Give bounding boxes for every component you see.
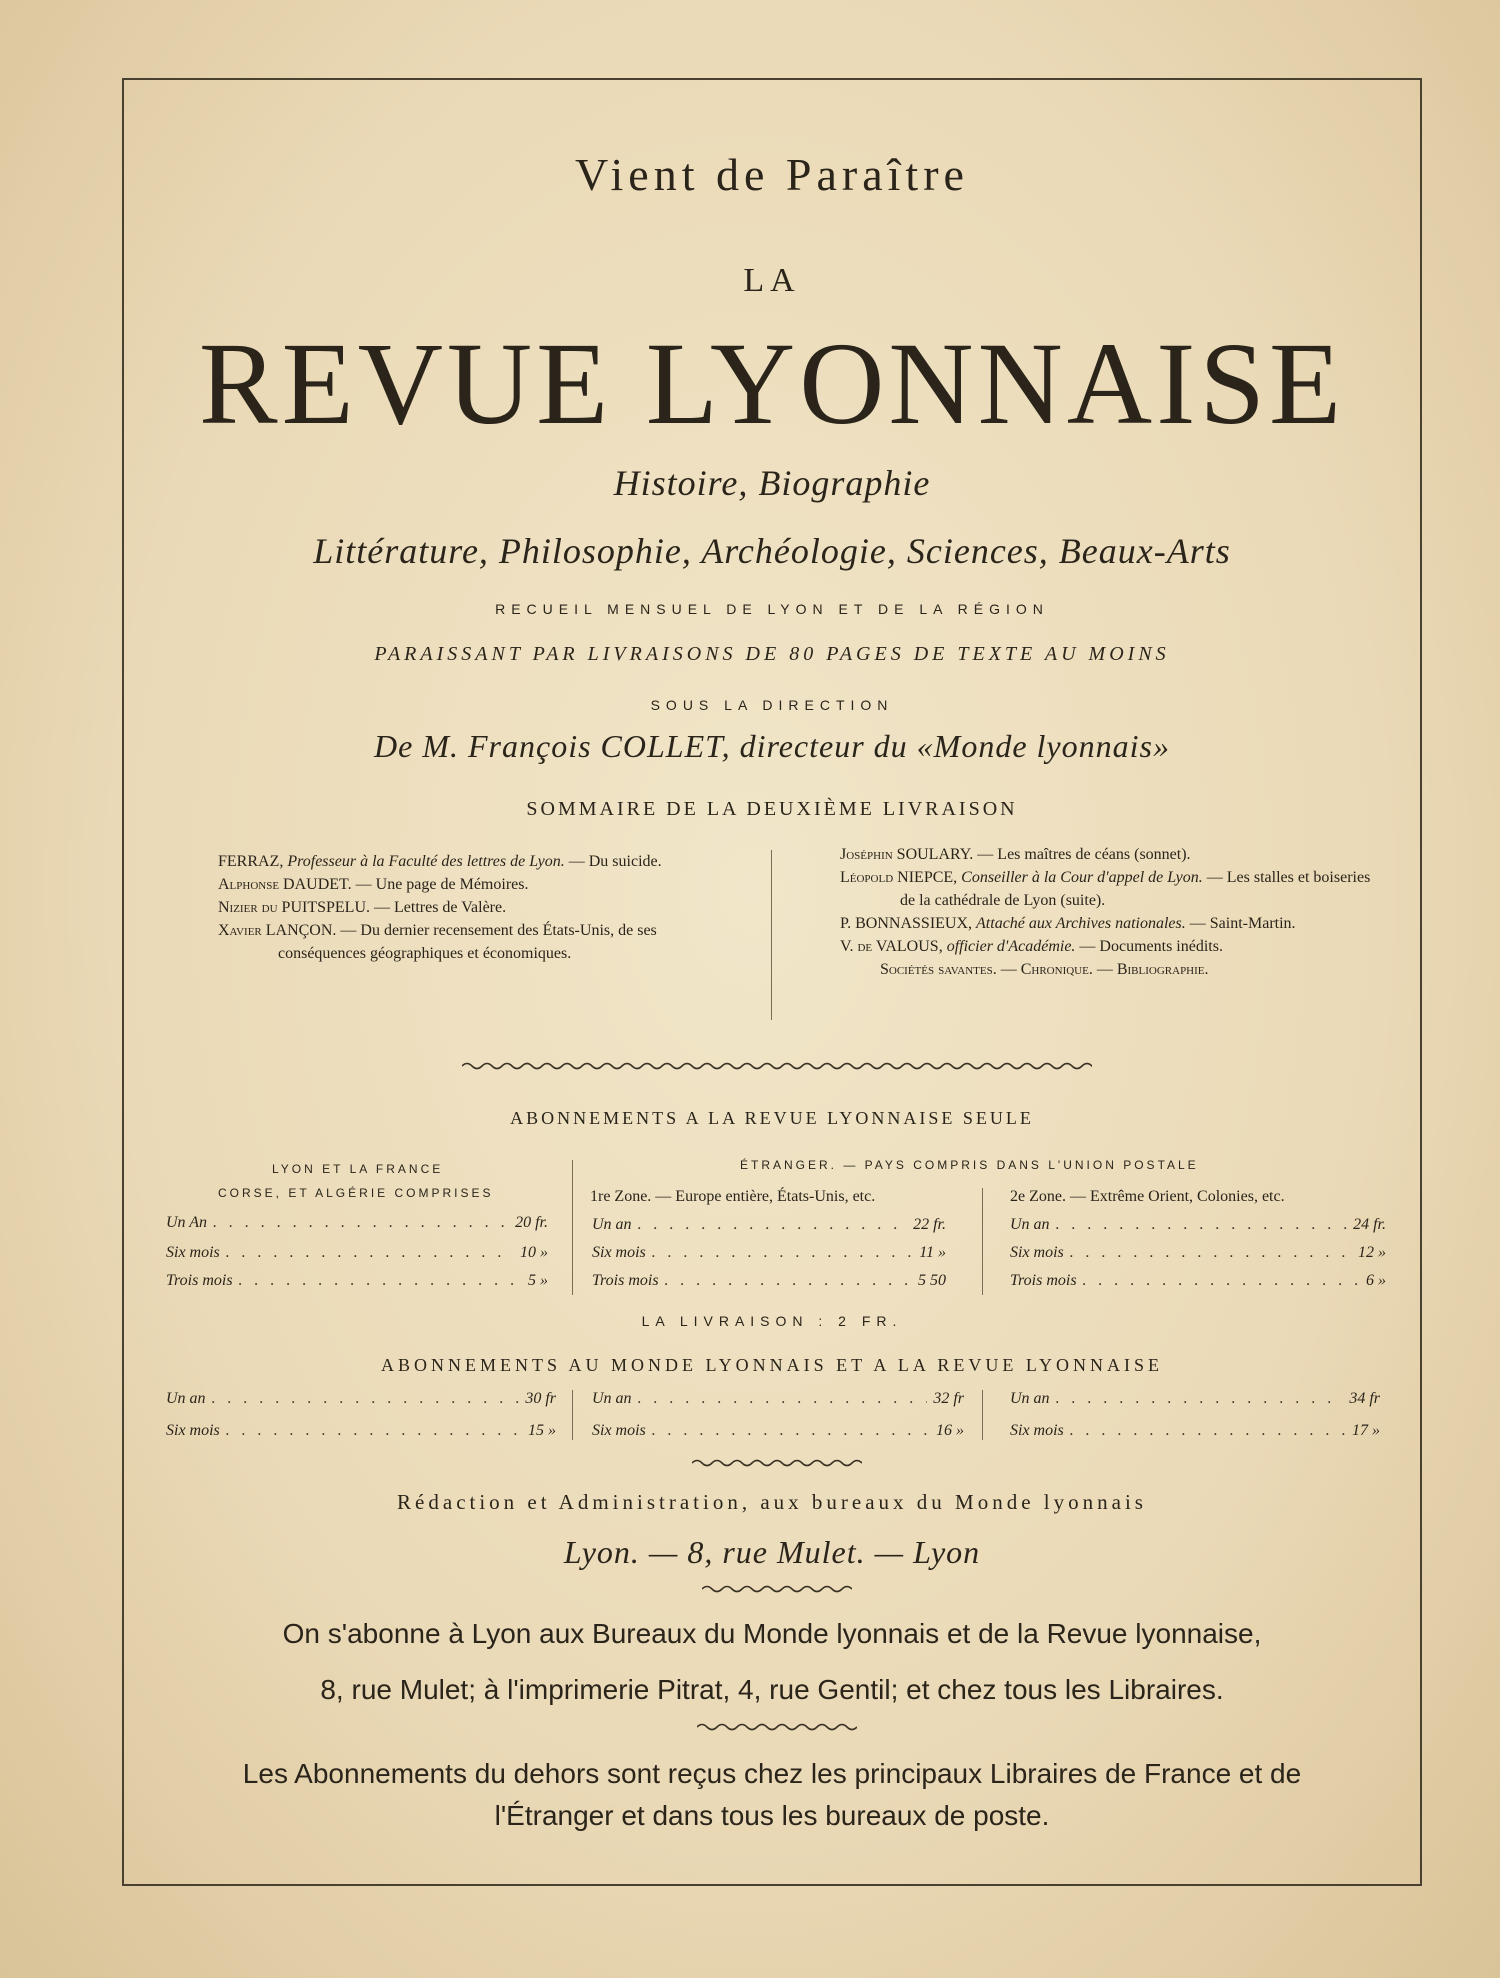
row-value: 10 » [520, 1244, 548, 1261]
sommaire-entry [218, 919, 718, 965]
france-header-1: LYON ET LA FRANCE [272, 1162, 444, 1176]
row-value: 5 50 [918, 1272, 946, 1289]
address-line: Lyon. — 8, rue Mulet. — Lyon [563, 1534, 981, 1570]
entry-text: — Documents inédits. [1079, 938, 1223, 955]
wavy-rule [692, 1458, 862, 1468]
row-label: Un An [166, 1214, 208, 1231]
abonnements-combined-title: ABONNEMENTS AU MONDE LYONNAIS ET A LA REVUE LYONNAISE [380, 1355, 1164, 1375]
row-label: Trois mois [592, 1272, 659, 1289]
entry-role: Professeur à la Faculté des lettres de Lyon. [287, 853, 565, 870]
row-label: Six mois [166, 1244, 220, 1261]
tariff-divider [572, 1160, 573, 1295]
etranger-header: ÉTRANGER. — PAYS COMPRIS DANS L'UNION POSTALE [740, 1158, 1199, 1172]
row-label: Un an [592, 1216, 632, 1233]
entry-text: — Les stalles et boiseries de la cathédrale de Lyon (suite). [900, 869, 1371, 909]
row-value: 30 fr [525, 1390, 556, 1407]
row-value: 34 fr [1349, 1390, 1380, 1407]
sommaire-divider [771, 850, 772, 1020]
row-value: 16 » [936, 1422, 964, 1439]
combined-divider [572, 1390, 573, 1440]
zone2-row [1010, 1272, 1386, 1290]
redaction-line: Rédaction et Administration, aux bureaux du Monde lyonnais [397, 1490, 1147, 1514]
row-value: 22 fr. [913, 1216, 946, 1233]
row-value: 20 fr. [515, 1214, 548, 1231]
entry-author: Xavier LANÇON. [218, 922, 337, 939]
row-value: 5 » [528, 1272, 548, 1289]
sommaire-entry [218, 873, 718, 896]
sommaire-entry [218, 850, 718, 873]
entry-text: — Du suicide. [568, 853, 662, 870]
sommaire-left-column [218, 850, 718, 965]
subtitle-topics: Littérature, Philosophie, Archéologie, Sciences, Beaux-Arts [313, 531, 1231, 571]
france-row [166, 1244, 548, 1262]
zone1-row [592, 1272, 946, 1290]
entry-text: — Une page de Mémoires. [355, 876, 529, 893]
zone2-row [1010, 1244, 1386, 1262]
sommaire-title: SOMMAIRE DE LA DEUXIÈME LIVRAISON [526, 798, 1018, 820]
france-row [166, 1214, 548, 1232]
row-value: 15 » [528, 1422, 556, 1439]
entry-text: — Lettres de Valère. [374, 899, 507, 916]
sommaire-entry [840, 912, 1380, 935]
combined-row [1010, 1422, 1380, 1440]
recueil-line: RECUEIL MENSUEL DE LYON ET DE LA RÉGION [495, 601, 1049, 617]
entry-author: Léopold NIEPCE, [840, 869, 958, 886]
combined-row [166, 1390, 556, 1408]
zone-2-label: 2e Zone. — Extrême Orient, Colonies, etc. [1010, 1188, 1285, 1205]
entry-text: — Du dernier recensement des États-Unis, de ses conséquences géographiques et économiques. [278, 922, 657, 962]
title-article: LA [743, 262, 801, 299]
subscription-line-2: 8, rue Mulet; à l'imprimerie Pitrat, 4, rue Gentil; et chez tous les Libraires. [320, 1674, 1224, 1705]
entry-author: Alphonse DAUDET. [218, 876, 352, 893]
row-label: Six mois [1010, 1422, 1064, 1439]
outside-subscription-line-2: l'Étranger et dans tous les bureaux de poste. [494, 1800, 1050, 1831]
entry-role: Attaché aux Archives nationales. [976, 915, 1186, 932]
combined-row [166, 1422, 556, 1440]
zone1-row [592, 1244, 946, 1262]
zone2-row [1010, 1216, 1386, 1234]
row-value: 17 » [1352, 1422, 1380, 1439]
entry-author: P. BONNASSIEUX, [840, 915, 973, 932]
sommaire-entry [840, 866, 1380, 912]
entry-text: — Saint-Martin. [1189, 915, 1296, 932]
livraison-price: LA LIVRAISON : 2 FR. [641, 1313, 903, 1329]
zone-divider [982, 1188, 983, 1295]
row-value: 24 fr. [1353, 1216, 1386, 1233]
zone-1-label: 1re Zone. — Europe entière, États-Unis, etc. [590, 1188, 876, 1205]
subscription-line-1: On s'abonne à Lyon aux Bureaux du Monde lyonnais et de la Revue lyonnaise, [282, 1618, 1262, 1649]
france-header-2: CORSE, ET ALGÉRIE COMPRISES [218, 1186, 494, 1200]
combined-divider [982, 1390, 983, 1440]
row-value: 12 » [1358, 1244, 1386, 1261]
row-value: 6 » [1366, 1272, 1386, 1289]
outside-subscription-line-1: Les Abonnements du dehors sont reçus chez les principaux Libraires de France et de [242, 1758, 1302, 1789]
combined-row [1010, 1390, 1380, 1408]
entry-author: Nizier du PUITSPELU. [218, 899, 370, 916]
sommaire-right-column [840, 843, 1380, 981]
row-label: Trois mois [166, 1272, 233, 1289]
entry-text: — Les maîtres de céans (sonnet). [977, 846, 1191, 863]
row-label: Six mois [1010, 1244, 1064, 1261]
combined-row [592, 1390, 964, 1408]
vient-de-paraitre: Vient de Paraître [575, 149, 969, 200]
sommaire-entry [840, 843, 1380, 866]
entry-author: Joséphin SOULARY. [840, 846, 974, 863]
row-label: Un an [592, 1390, 632, 1407]
row-value: 11 » [919, 1244, 946, 1261]
row-label: Un an [1010, 1216, 1050, 1233]
sommaire-entry [840, 935, 1380, 958]
row-value: 32 fr [933, 1390, 964, 1407]
entry-author: V. de VALOUS, [840, 938, 943, 955]
page-title: REVUE LYONNAISE [198, 318, 1346, 449]
wavy-rule [697, 1722, 857, 1732]
zone1-row [592, 1216, 946, 1234]
wavy-rule [702, 1584, 852, 1594]
row-label: Un an [166, 1390, 206, 1407]
director-line: De M. François COLLET, directeur du «Monde lyonnais» [374, 728, 1170, 764]
sommaire-entry [218, 896, 718, 919]
abonnements-title: ABONNEMENTS A LA REVUE LYONNAISE SEULE [510, 1108, 1034, 1128]
entry-role: Conseiller à la Cour d'appel de Lyon. [961, 869, 1203, 886]
paraissant-line: PARAISSANT PAR LIVRAISONS DE 80 PAGES DE TEXTE AU MOINS [374, 643, 1170, 665]
entry-role: officier d'Académie. [946, 938, 1076, 955]
france-row [166, 1272, 548, 1290]
sommaire-entry-misc: Sociétés savantes. — Chronique. — Bibliographie. [880, 961, 1209, 978]
wavy-rule [462, 1061, 1092, 1071]
entry-author: FERRAZ, [218, 853, 284, 870]
row-label: Six mois [166, 1422, 220, 1439]
combined-row [592, 1422, 964, 1440]
row-label: Six mois [592, 1244, 646, 1261]
row-label: Trois mois [1010, 1272, 1077, 1289]
row-label: Six mois [592, 1422, 646, 1439]
sous-la-direction: SOUS LA DIRECTION [650, 697, 894, 713]
subtitle-history: Histoire, Biographie [613, 463, 931, 503]
row-label: Un an [1010, 1390, 1050, 1407]
